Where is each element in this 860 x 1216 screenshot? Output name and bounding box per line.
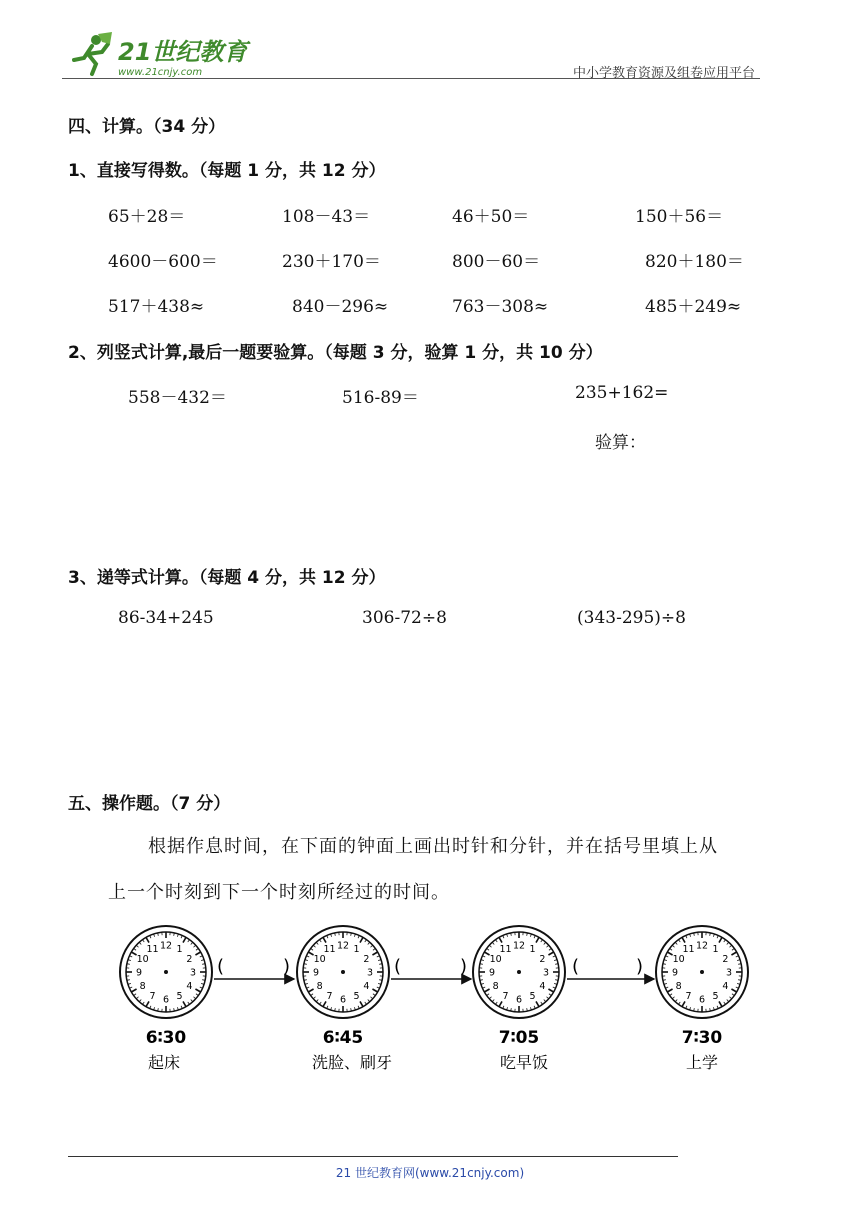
clock-numeral: 2 [722, 954, 729, 965]
answer-bracket-open: ( [217, 956, 225, 977]
clock-numeral: 4 [722, 981, 729, 992]
q1-item: 46＋50＝ [452, 207, 530, 227]
clock-face-icon [473, 926, 565, 1018]
clock-activity: 吃早饭 [499, 1053, 549, 1072]
clock-numeral: 12 [336, 940, 350, 952]
clock-diagram [100, 924, 760, 1084]
instruction-line-1: 根据作息时间，在下面的钟面上画出时针和分针，并在括号里填上从 [148, 836, 718, 857]
clock-numeral: 12 [512, 940, 526, 952]
q1-item: 763－308≈ [452, 297, 549, 317]
clock-numeral: 11 [146, 944, 159, 956]
runner-icon [74, 32, 112, 74]
q1-title: 1、直接写得数。（每题 1 分，共 12 分） [68, 161, 386, 181]
clock-numeral: 3 [189, 967, 197, 979]
q2-title: 2、列竖式计算,最后一题要验算。（每题 3 分，验算 1 分，共 10 分） [68, 343, 603, 363]
clock-activity: 起床 [147, 1053, 181, 1072]
q1-item: 65＋28＝ [108, 207, 186, 227]
clock-face-icon [297, 926, 389, 1018]
clock-numeral: 10 [489, 954, 502, 965]
q2-item: 558－432＝ [128, 388, 227, 408]
clock-numeral: 10 [672, 954, 685, 965]
clock-numeral: 7 [149, 990, 156, 1002]
clock-numeral: 6 [515, 994, 523, 1006]
site-logo [62, 30, 248, 82]
q2-item: 516-89＝ [342, 388, 419, 408]
clock-numeral: 6 [162, 994, 170, 1006]
q3-title: 3、递等式计算。（每题 4 分，共 12 分） [68, 568, 386, 588]
section5-title: 五、操作题。（7 分） [68, 794, 231, 814]
clock-numeral: 9 [135, 967, 143, 979]
clock-numeral: 5 [353, 990, 360, 1002]
clock-activity: 上学 [685, 1053, 719, 1072]
clock-numeral: 8 [139, 981, 146, 992]
answer-bracket-open: ( [572, 956, 580, 977]
clock-numeral: 12 [159, 940, 173, 952]
clock-numeral: 4 [539, 981, 546, 992]
clock-numeral: 11 [499, 944, 512, 956]
clock-numeral: 7 [326, 990, 333, 1002]
answer-bracket-close: ) [460, 956, 468, 977]
clock-numeral: 1 [529, 944, 536, 956]
logo-text: 21世纪教育 [118, 38, 248, 66]
clock-numeral: 8 [316, 981, 323, 992]
clock-time: 7∶05 [498, 1028, 540, 1048]
clock-numeral: 5 [712, 990, 719, 1002]
clock-numeral: 9 [312, 967, 320, 979]
clock-numeral: 12 [695, 940, 709, 952]
answer-bracket-open: ( [394, 956, 402, 977]
clock-numeral: 2 [363, 954, 370, 965]
clock-numeral: 5 [529, 990, 536, 1002]
footer-text: 21 世纪教育网(www.21cnjy.com) [335, 1166, 525, 1180]
clock-numeral: 4 [363, 981, 370, 992]
q1-item: 485＋249≈ [645, 297, 742, 317]
clock-numeral: 6 [698, 994, 706, 1006]
clock-numeral: 8 [675, 981, 682, 992]
clock-numeral: 3 [542, 967, 550, 979]
clock-numeral: 10 [313, 954, 326, 965]
clock-face-icon [656, 926, 748, 1018]
clock-numeral: 3 [366, 967, 374, 979]
q1-item: 108－43＝ [282, 207, 371, 227]
q1-item: 517＋438≈ [108, 297, 205, 317]
q1-item: 230＋170＝ [282, 252, 381, 272]
clock-time: 7∶30 [681, 1028, 723, 1048]
clock-numeral: 2 [539, 954, 546, 965]
answer-bracket-close: ) [636, 956, 644, 977]
clock-numeral: 11 [323, 944, 336, 956]
section4-title: 四、计算。（34 分） [68, 117, 226, 137]
q3-item: 306-72÷8 [362, 608, 447, 628]
clock-numeral: 3 [725, 967, 733, 979]
q2-item: 235+162= [575, 383, 669, 403]
q3-item: (343-295)÷8 [577, 608, 686, 628]
clock-numeral: 2 [186, 954, 193, 965]
clock-time: 6∶30 [145, 1028, 187, 1048]
clock-numeral: 7 [685, 990, 692, 1002]
clock-numeral: 9 [488, 967, 496, 979]
q3-item: 86-34+245 [118, 608, 214, 628]
q1-item: 150＋56＝ [635, 207, 724, 227]
footer-divider [68, 1156, 678, 1157]
q1-item: 820＋180＝ [645, 252, 744, 272]
instruction-line-2: 上一个时刻到下一个时刻所经过的时间。 [108, 882, 450, 903]
q1-item: 800－60＝ [452, 252, 541, 272]
clock-numeral: 4 [186, 981, 193, 992]
header-divider [62, 78, 760, 79]
clock-time: 6∶45 [322, 1028, 364, 1048]
check-label: 验算： [595, 433, 646, 453]
clock-numeral: 1 [712, 944, 719, 956]
clock-numeral: 11 [682, 944, 695, 956]
clock-face-icon [120, 926, 212, 1018]
q1-item: 4600－600＝ [108, 252, 218, 272]
clock-numeral: 6 [339, 994, 347, 1006]
q1-item: 840－296≈ [292, 297, 389, 317]
clock-numeral: 10 [136, 954, 149, 965]
clock-numeral: 8 [492, 981, 499, 992]
logo-url: www.21cnjy.com [118, 67, 203, 78]
clock-numeral: 9 [671, 967, 679, 979]
clock-numeral: 1 [353, 944, 360, 956]
clock-numeral: 1 [176, 944, 183, 956]
clock-numeral: 7 [502, 990, 509, 1002]
answer-bracket-close: ) [283, 956, 291, 977]
clock-numeral: 5 [176, 990, 183, 1002]
platform-tagline: 中小学教育资源及组卷应用平台 [572, 66, 755, 81]
clock-activity: 洗脸、刷牙 [311, 1053, 393, 1072]
